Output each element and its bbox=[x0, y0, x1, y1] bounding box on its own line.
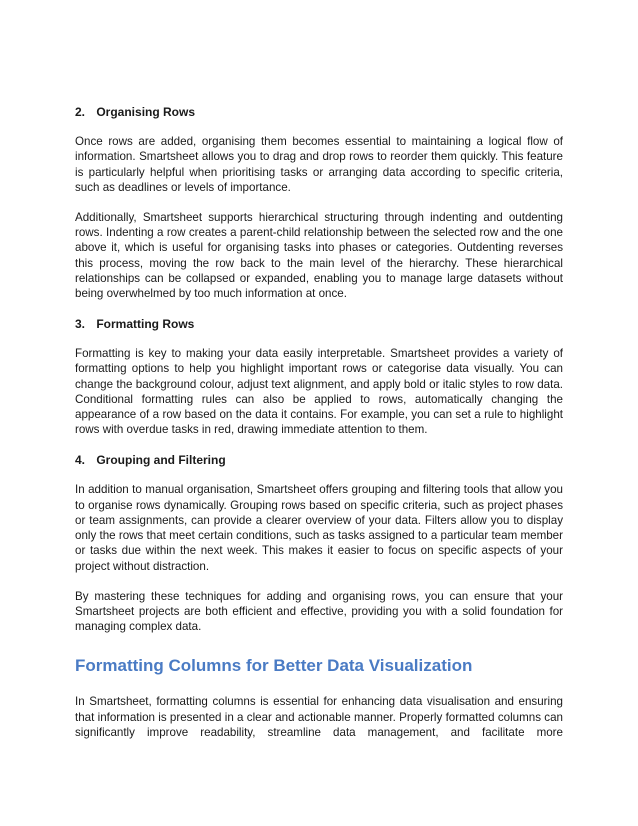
paragraph: In addition to manual organisation, Smartsheet offers grouping and filtering tools that allow you to organise rows dynamically. Grouping rows based on specific criteria, such as project phases or team assignments, can provide a clearer overview of your data. Filters allow you to display only the rows that meet certain conditions, such as tasks assigned to a particular team member or tasks due within the next week. This makes it easier to focus on specific aspects of your project without distraction. bbox=[75, 483, 563, 573]
section-title: Formatting Rows bbox=[96, 316, 195, 331]
section-number: 2. bbox=[75, 105, 86, 119]
section-heading-organising-rows bbox=[75, 104, 563, 120]
intro-paragraph: In Smartsheet, formatting columns is essential for enhancing data visualisation and ensuring that information is presented in a clear and actionable manner. Properly formatted columns can significantly improve readability, streamline data management, and facilitate more bbox=[75, 695, 563, 740]
section-number: 4. bbox=[75, 453, 86, 468]
paragraph: By mastering these techniques for adding and organising rows, you can ensure that your Smartsheet projects are both efficient and effective, providing you with a solid foundation for managing complex data. bbox=[75, 589, 563, 634]
paragraph: Once rows are added, organising them becomes essential to maintaining a logical flow of information. Smartsheet allows you to drag and drop rows to reorder them quickly. This feature is particularly helpful when prioritising tasks or arranging data according to specific criteria, such as deadlines or levels of importance. bbox=[75, 135, 563, 194]
section-heading-formatting-rows bbox=[75, 316, 563, 332]
section-title: Organising Rows bbox=[96, 105, 196, 119]
section-title: Grouping and Filtering bbox=[96, 453, 226, 468]
paragraph: Additionally, Smartsheet supports hierarchical structuring through indenting and outdenting rows. Indenting a row creates a parent-child relationship between the selected row and the one above it, which is useful for organising tasks into phases or categories. Outdenting reverses this process, moving the row back to the main level of the hierarchy. These hierarchical relationships can be collapsed or expanded, enabling you to manage large datasets without being overwhelmed by too much information at once. bbox=[75, 210, 563, 301]
section-heading-grouping-filtering bbox=[75, 452, 563, 468]
section-number: 3. bbox=[75, 316, 86, 331]
paragraph: Formatting is key to making your data easily interpretable. Smartsheet provides a variety of formatting options to help you highlight important rows or categorise data visually. You can change the background colour, adjust text alignment, and apply bold or italic styles to row data. Conditional formatting rules can also be applied to rows, automatically changing the appearance of a row based on the data it contains. For example, you can set a rule to highlight rows with overdue tasks in red, drawing immediate attention to them. bbox=[75, 346, 563, 437]
document-page bbox=[75, 104, 563, 755]
major-heading: Formatting Columns for Better Data Visualization bbox=[75, 656, 473, 676]
